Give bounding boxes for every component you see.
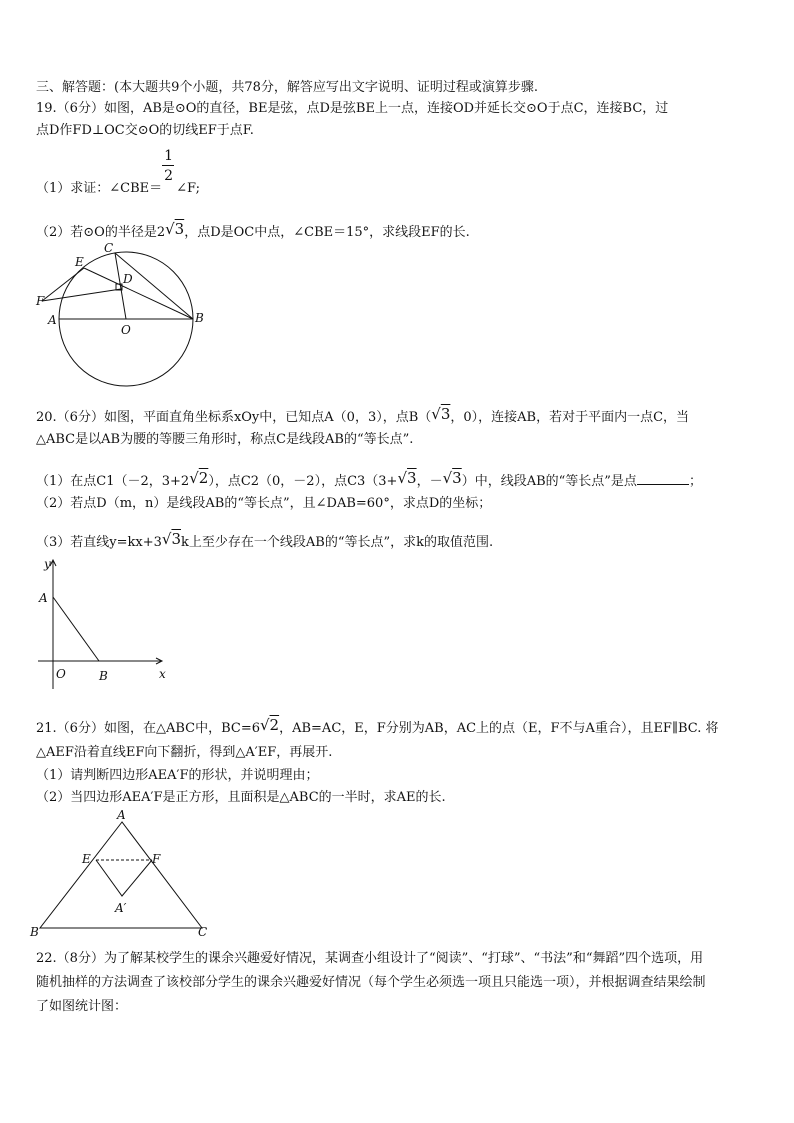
q20-part1-text-d: ）中，线段AB的“等长点”是点 [461,474,637,489]
segment-fd [42,289,121,301]
label-f: F [36,294,45,308]
sqrt-3: √3 [397,469,417,487]
q22-stem-line2: 随机抽样的方法调查了该校部分学生的课余兴趣爱好情况（每个学生必须选一项且只能选一项），并根据调查结果绘制 [36,975,706,990]
fraction-bar [162,165,174,166]
q20-part1-text-b: ），点C2（0，－2），点C3（3+ [208,474,398,489]
q20-stem-line2: △ABC是以AB为腰的等腰三角形时，称点C是线段AB的“等长点”. [36,432,414,447]
q19-part1-text-a: （1）求证：∠CBE＝ [36,181,163,196]
answer-blank[interactable] [637,474,689,485]
label-f: F [152,852,161,866]
label-a-prime: A′ [115,901,127,915]
q21-part1: （1）请判断四边形AEA′F的形状，并说明理由； [36,768,319,783]
radicand: 3 [440,405,451,423]
segment-ab [53,597,99,661]
label-y: y [44,557,51,571]
label-b: B [195,311,204,325]
segment-oc [115,253,126,319]
label-b: B [99,669,108,683]
label-e: E [75,255,84,269]
radicand: 3 [174,220,185,238]
q20-part1-text-c: ，－ [416,474,443,489]
q19-circle-figure [30,238,210,388]
sqrt-3: √3 [161,530,181,548]
label-b: B [30,925,39,939]
chord-bc [115,253,193,319]
fraction-denominator: 2 [164,168,174,184]
folded-sides [96,860,152,896]
q19-part1-text-b: ∠F; [176,181,200,196]
q22-stem-line1: 22.（8分）为了解某校学生的课余兴趣爱好情况，某调查小组设计了“阅读”、“打球”、“书法”和“舞蹈”四个选项，用 [36,951,704,966]
label-a: A [117,808,126,822]
label-x: x [159,667,166,681]
label-e: E [82,852,91,866]
sqrt-3: √3 [165,220,185,238]
radicand: 3 [171,530,181,548]
q20-stem-line1 [36,406,689,426]
radicand: 2 [198,469,209,487]
q20-part1 [36,470,702,490]
radicand: 2 [269,716,280,734]
label-c: C [104,241,114,255]
q20-stem-text-a: 20.（6分）如图，平面直角坐标系xOy中，已知点A（0，3），点B（ [36,410,432,425]
q22-stem-line3: 了如图统计图： [36,999,128,1014]
label-a: A [39,591,48,605]
q21-stem-line2: △AEF沿着直线EF向下翻折，得到△A′EF，再展开. [36,745,333,760]
q19-stem-line2: 点D作FD⊥OC交⊙O的切线EF于点F. [36,123,254,138]
q21-stem-text-b: ，AB=AC，E，F分别为AB，AC上的点（E，F不与A重合），且EF∥BC. 将 [279,721,719,736]
q21-stem-line1 [36,717,719,737]
q19-stem-line1: 19.（6分）如图，AB是⊙O的直径，BE是弦，点D是弦BE上一点，连接OD并延长交⊙O于点C，连接BC，过 [36,101,669,116]
radicand: 3 [452,469,462,487]
q20-part1-text-e: ； [688,474,702,489]
label-c: C [198,925,208,939]
label-o: O [56,667,66,681]
q20-part3-text-a: （3）若直线y=kx+3 [36,535,162,550]
q21-triangle-figure [30,808,220,938]
fraction-half [162,148,176,192]
label-o: O [121,323,131,337]
q21-part2: （2）当四边形AEA′F是正方形，且面积是△ABC的一半时，求AE的长. [36,790,446,805]
radicand: 3 [407,469,417,487]
label-d: D [123,272,133,286]
sqrt-3: √3 [431,405,451,423]
fraction-numerator: 1 [164,148,174,164]
q20-axes-figure [30,556,180,696]
sqrt-2: √2 [189,469,209,487]
label-a: A [48,313,57,327]
sqrt-2: √2 [259,716,280,734]
q19-part2-text-b: ，点D是OC中点，∠CBE＝15°，求线段EF的长. [184,225,470,240]
q20-stem-text-b: ，0），连接AB，若对于平面内一点C，当 [450,410,690,425]
q19-part2-text-a: （2）若⊙O的半径是2 [36,225,166,240]
q21-stem-text-a: 21.（6分）如图，在△ABC中，BC=6 [36,721,260,736]
sqrt-3: √3 [442,469,462,487]
q19-part1 [36,148,200,197]
q20-part3-text-b: k上至少存在一个线段AB的“等长点”，求k的取值范围. [181,535,494,550]
section-heading: 三、解答题：(本大题共9个小题，共78分，解答应写出文字说明、证明过程或演算步骤. [36,80,539,95]
q20-part1-text-a: （1）在点C1（－2，3+2 [36,474,190,489]
q20-part2: （2）若点D（m，n）是线段AB的“等长点”，且∠DAB=60°，求点D的坐标； [36,496,492,511]
q20-part3 [36,531,493,551]
